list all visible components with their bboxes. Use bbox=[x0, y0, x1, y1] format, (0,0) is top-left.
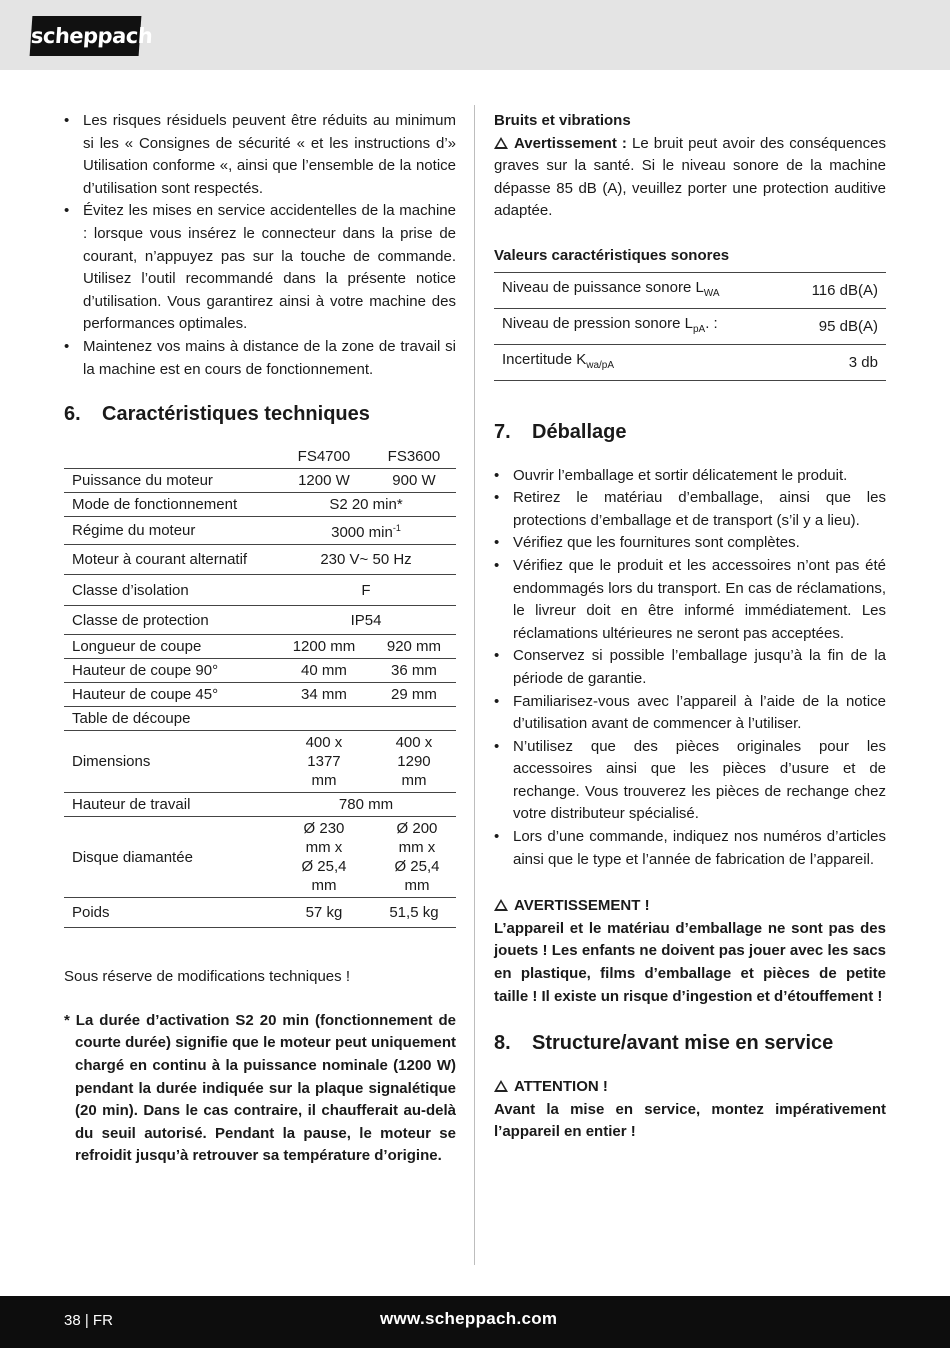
safety-bullets bbox=[64, 110, 456, 381]
cell-value: 780 mm bbox=[276, 793, 456, 817]
section-7-heading bbox=[494, 419, 886, 445]
spec-table bbox=[64, 445, 456, 928]
label-text: Incertitude K bbox=[502, 350, 587, 368]
list-item: • Vérifiez que les fournitures sont complètes. bbox=[494, 532, 886, 555]
cell-value bbox=[276, 707, 372, 731]
cell-value: 116 dB(A) bbox=[784, 272, 886, 308]
cell-value: F bbox=[276, 575, 456, 606]
noise-heading: Bruits et vibrations bbox=[494, 112, 631, 129]
row-label: Moteur à courant alternatif bbox=[64, 545, 276, 575]
table-header-cell: FS4700 bbox=[276, 445, 372, 469]
row-label: Mode de fonctionnement bbox=[64, 493, 276, 517]
footer-bar bbox=[0, 1296, 950, 1348]
cell-value: 400 x 1377 mm bbox=[276, 731, 372, 793]
label-text: Niveau de pression sonore L bbox=[502, 314, 693, 332]
footnote: * La durée d’activation S2 20 min (fonctionnement de courte durée) signifie que le moteur peut uniquement chargé en continu à la puissance nominale (1200 W) pendant la durée indiquée sur la plaque signalétique (20 min). Dans le cas contraire, il chaufferait au-delà du seuil autorisé. Pendant la pause, le moteur se refroidit jusqu’à retrouver sa température d’origine. bbox=[64, 1011, 456, 1165]
sound-values-heading: Valeurs caractéristiques sonores bbox=[494, 246, 730, 264]
cell-value: 3 db bbox=[784, 344, 886, 380]
warning-label: AVERTISSEMENT ! bbox=[514, 897, 650, 915]
warning-triangle-icon bbox=[494, 137, 508, 149]
list-item: • Les risques résiduels peuvent être réduits au minimum si les « Consignes de sécurité « et les instructions d’» Utilisation conforme «, ainsi que l’ensemble de la notice d’utilisation sont respectés. bbox=[64, 110, 456, 200]
table-header-row bbox=[64, 445, 456, 469]
cell-value: 36 mm bbox=[372, 659, 456, 683]
cell-value: 51,5 kg bbox=[372, 898, 456, 928]
cell-value: 1200 mm bbox=[276, 635, 372, 659]
table-row bbox=[64, 731, 456, 793]
table-row bbox=[64, 817, 456, 898]
row-label: Hauteur de travail bbox=[64, 793, 276, 817]
row-label: Régime du moteur bbox=[64, 517, 276, 545]
cell-value: IP54 bbox=[276, 606, 456, 635]
list-item: • Vérifiez que le produit et les accessoires n’ont pas été endommagés lors du transport. En cas de réclamations, le livreur doit en être informé immédiatement. Les réclamations ultérieures ne seront pas acceptées. bbox=[494, 555, 886, 645]
section-8-heading bbox=[494, 1030, 886, 1056]
section-number: 8. bbox=[494, 1032, 511, 1055]
warning-text: Le bruit peut avoir des conséquences graves sur la santé. Si le niveau sonore de la machine dépasse 85 dB (A), veuillez porter une protection auditive adaptée. bbox=[494, 134, 886, 220]
list-item: • Évitez les mises en service accidentelles de la machine : lorsque vous insérez le connecteur dans la prise de courant, n’appuyez pas sur la touche de commande. Utilisez l’outil recommandé dans la présente notice d’utilisation. Vous garantirez ainsi à votre machine des performances optimales. bbox=[64, 200, 456, 336]
table-row bbox=[64, 635, 456, 659]
row-label: Classe de protection bbox=[64, 606, 276, 635]
table-row bbox=[64, 606, 456, 635]
cell-value bbox=[372, 707, 456, 731]
row-label bbox=[494, 272, 784, 308]
list-item: • Ouvrir l’emballage et sortir délicatement le produit. bbox=[494, 465, 886, 488]
subscript: WA bbox=[703, 287, 720, 299]
cell-text: 3000 min bbox=[331, 524, 393, 542]
table-row bbox=[494, 308, 886, 344]
website-url: www.scheppach.com bbox=[380, 1309, 558, 1328]
unpacking-bullets bbox=[494, 465, 886, 872]
table-row bbox=[64, 683, 456, 707]
attention-heading bbox=[494, 1076, 886, 1099]
cell-value: 40 mm bbox=[276, 659, 372, 683]
cell-value: 230 V~ 50 Hz bbox=[276, 545, 456, 575]
section-number: 6. bbox=[64, 403, 81, 426]
cell-value: 34 mm bbox=[276, 683, 372, 707]
row-label: Longueur de coupe bbox=[64, 635, 276, 659]
row-label: Classe d’isolation bbox=[64, 575, 276, 606]
list-item: • N’utilisez que des pièces originales pour les accessoires ainsi que les pièces d’usure et de rechange. Vous trouverez les pièces de rechange chez votre distributeur spécialisé. bbox=[494, 736, 886, 826]
row-label bbox=[494, 344, 784, 380]
cell-value: 57 kg bbox=[276, 898, 372, 928]
cell-value: 1200 W bbox=[276, 469, 372, 493]
right-column bbox=[494, 110, 886, 1144]
list-item: • Conservez si possible l’emballage jusqu’à la fin de la période de garantie. bbox=[494, 645, 886, 690]
warning-2-text: L’appareil et le matériau d’emballage ne sont pas des jouets ! Les enfants ne doivent pas jouer avec les sacs en plastique, films d’emballage et pièces de petite taille ! Il existe un risque d’ingestion et d’étouffement ! bbox=[494, 919, 886, 1005]
table-row bbox=[64, 793, 456, 817]
row-label: Hauteur de coupe 45° bbox=[64, 683, 276, 707]
list-item: • Retirez le matériau d’emballage, ainsi que les protections d’emballage et de transport (s’il y a lieu). bbox=[494, 487, 886, 532]
attention-text: Avant la mise en service, montez impérativement l’appareil en entier ! bbox=[494, 1100, 886, 1141]
list-item: • Lors d’une commande, indiquez nos numéros d’articles ainsi que le type et l’année de fabrication de l’appareil. bbox=[494, 826, 886, 871]
label-text: Niveau de puissance sonore L bbox=[502, 278, 704, 296]
noise-warning bbox=[494, 133, 886, 223]
table-row bbox=[64, 469, 456, 493]
table-row bbox=[64, 707, 456, 731]
section-number: 7. bbox=[494, 420, 511, 443]
row-label: Hauteur de coupe 90° bbox=[64, 659, 276, 683]
warning-triangle-icon bbox=[494, 899, 508, 911]
sound-table bbox=[494, 272, 886, 381]
cell-value: 95 dB(A) bbox=[784, 308, 886, 344]
row-label bbox=[494, 308, 784, 344]
table-row bbox=[64, 659, 456, 683]
cell-value: S2 20 min* bbox=[276, 493, 456, 517]
cell-value: 29 mm bbox=[372, 683, 456, 707]
table-row bbox=[64, 575, 456, 606]
list-item: • Maintenez vos mains à distance de la zone de travail si la machine est en cours de fonctionnement. bbox=[64, 336, 456, 381]
column-divider bbox=[474, 105, 475, 1265]
table-header-cell bbox=[64, 445, 276, 469]
warning-label: Avertissement : bbox=[514, 134, 627, 152]
section-6-heading bbox=[64, 401, 456, 427]
table-row bbox=[64, 545, 456, 575]
modification-note: Sous réserve de modifications techniques ! bbox=[64, 968, 350, 986]
brand-logo: scheppach bbox=[30, 16, 142, 56]
warning-2-heading bbox=[494, 895, 886, 918]
warning-triangle-icon bbox=[494, 1080, 508, 1092]
subscript: pA bbox=[692, 323, 706, 335]
cell-value: Ø 230 mm x Ø 25,4 mm bbox=[276, 817, 372, 898]
cell-value: 400 x 1290 mm bbox=[372, 731, 456, 793]
section-title: Caractéristiques techniques bbox=[102, 403, 370, 426]
row-label: Table de découpe bbox=[64, 707, 276, 731]
list-item: • Familiarisez-vous avec l’appareil à l’aide de la notice d’utilisation avant de commencer à l’utiliser. bbox=[494, 691, 886, 736]
left-column bbox=[64, 110, 456, 1168]
row-label: Puissance du moteur bbox=[64, 469, 276, 493]
label-suffix: . : bbox=[705, 314, 718, 332]
row-label: Disque diamantée bbox=[64, 817, 276, 898]
cell-value: Ø 200 mm x Ø 25,4 mm bbox=[372, 817, 456, 898]
subscript: wa/pA bbox=[586, 359, 615, 371]
attention-label: ATTENTION ! bbox=[514, 1078, 608, 1096]
cell-value bbox=[276, 517, 456, 545]
table-row bbox=[64, 493, 456, 517]
row-label: Poids bbox=[64, 898, 276, 928]
row-label: Dimensions bbox=[64, 731, 276, 793]
section-title: Structure/avant mise en service bbox=[532, 1032, 834, 1055]
section-title: Déballage bbox=[532, 420, 627, 443]
superscript: -1 bbox=[392, 523, 401, 534]
table-row bbox=[64, 898, 456, 928]
table-row bbox=[64, 517, 456, 545]
page-number: 38 | FR bbox=[64, 1312, 113, 1329]
table-row bbox=[494, 344, 886, 380]
cell-value: 920 mm bbox=[372, 635, 456, 659]
table-row bbox=[494, 272, 886, 308]
table-header-cell: FS3600 bbox=[372, 445, 456, 469]
cell-value: 900 W bbox=[372, 469, 456, 493]
